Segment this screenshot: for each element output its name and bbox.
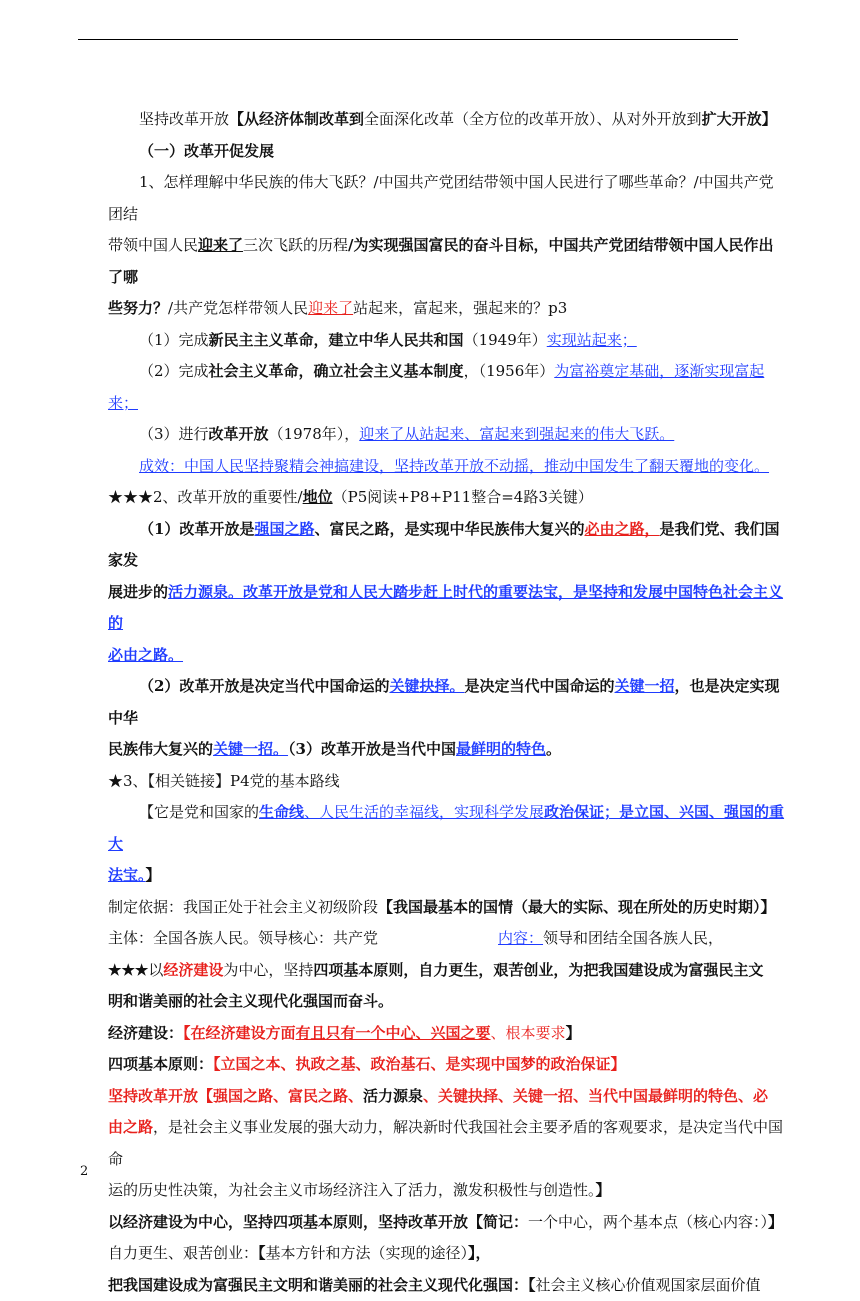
basis-line: 制定依据：我国正处于社会主义初级阶段【我国最基本的国情（最大的实际、现在所处的历史时期）】: [108, 892, 786, 924]
goal-line: 把我国建设成为富强民主文明和谐美丽的社会主义现代化强国：【社会主义核心价值观国家层面价值: [108, 1270, 786, 1301]
question-1-line2: 带领中国人民迎来了三次飞跃的历程/为实现强国富民的奋斗目标，中国共产党团结带领中国人民作出了哪: [108, 230, 786, 293]
section-heading: 坚持改革开放【从经济体制改革到全面深化改革（全方位的改革开放）、从对外开放到扩大开放】: [108, 104, 786, 136]
importance-2-line2: 民族伟大复兴的关键一招。（3）改革开放是当代中国最鲜明的特色。: [108, 734, 786, 766]
reform-line-2: 由之路，是社会主义事业发展的强大动力，解决新时代我国社会主要矛盾的客观要求，是决定当代中国命: [108, 1112, 786, 1175]
point-1956: （2）完成社会主义革命，确立社会主义基本制度，（1956年）为富裕奠定基础，逐渐实现富起来；: [108, 356, 786, 419]
question-1-line3: 些努力？/共产党怎样带领人民迎来了站起来，富起来，强起来的？p3: [108, 293, 786, 325]
importance-1-line1: （1）改革开放是强国之路、富民之路，是实现中华民族伟大复兴的必由之路，是我们党、我们国家发: [108, 514, 786, 577]
reform-line-3: 运的历史性决策，为社会主义市场经济注入了活力，激发积极性与创造性。】: [108, 1175, 786, 1207]
reform-line-1: 坚持改革开放【强国之路、富民之路、活力源泉、关键抉择、关键一招、当代中国最鲜明的特色、必: [108, 1081, 786, 1113]
economic-construction-line: 经济建设：【在经济建设方面有且只有一个中心、兴国之要、根本要求】: [108, 1018, 786, 1050]
document-body: [108, 104, 786, 1301]
question-3-heading: ★3、【相关链接】P4党的基本路线: [108, 766, 786, 798]
subject-line: 主体：全国各族人民。领导核心：共产党 内容：领导和团结全国各族人民，: [108, 923, 786, 955]
basic-line-desc-2: 法宝。】: [108, 860, 786, 892]
subsection-heading: （一）改革开促发展: [108, 136, 786, 168]
point-1978: （3）进行改革开放（1978年），迎来了从站起来、富起来到强起来的伟大飞跃。: [108, 419, 786, 451]
achievement-line: 成效：中国人民坚持聚精会神搞建设，坚持改革开放不动摇，推动中国发生了翻天覆地的变化。: [108, 451, 786, 483]
header-rule: [78, 39, 738, 40]
basic-line-statement-2: 明和谐美丽的社会主义现代化强国而奋斗。: [108, 986, 786, 1018]
basic-line-statement-1: ★★★以经济建设为中心，坚持四项基本原则，自力更生，艰苦创业，为把我国建设成为富强民主文: [108, 955, 786, 987]
four-principles-line: 四项基本原则：【立国之本、执政之基、政治基石、是实现中国梦的政治保证】: [108, 1049, 786, 1081]
basic-line-desc-1: 【它是党和国家的生命线、人民生活的幸福线，实现科学发展政治保证；是立国、兴国、强国的重大: [108, 797, 786, 860]
point-1949: （1）完成新民主主义革命，建立中华人民共和国（1949年）实现站起来；: [108, 325, 786, 357]
question-2-heading: ★★★2、改革开放的重要性/地位（P5阅读+P8+P11整合=4路3关键）: [108, 482, 786, 514]
page-number: 2: [80, 1164, 88, 1179]
importance-1-line3: 必由之路。: [108, 640, 786, 672]
importance-1-line2: 展进步的活力源泉。改革开放是党和人民大踏步赶上时代的重要法宝，是坚持和发展中国特色社会主义的: [108, 577, 786, 640]
summary-line: 以经济建设为中心，坚持四项基本原则，坚持改革开放【简记：一个中心，两个基本点（核心内容：）】: [108, 1207, 786, 1239]
question-1-line1: 1、怎样理解中华民族的伟大飞跃？/中国共产党团结带领中国人民进行了哪些革命？/中国共产党团结: [108, 167, 786, 230]
importance-2-line1: （2）改革开放是决定当代中国命运的关键抉择。是决定当代中国命运的关键一招，也是决定实现中华: [108, 671, 786, 734]
self-reliance-line: 自力更生、艰苦创业：【基本方针和方法（实现的途径）】，: [108, 1238, 786, 1270]
